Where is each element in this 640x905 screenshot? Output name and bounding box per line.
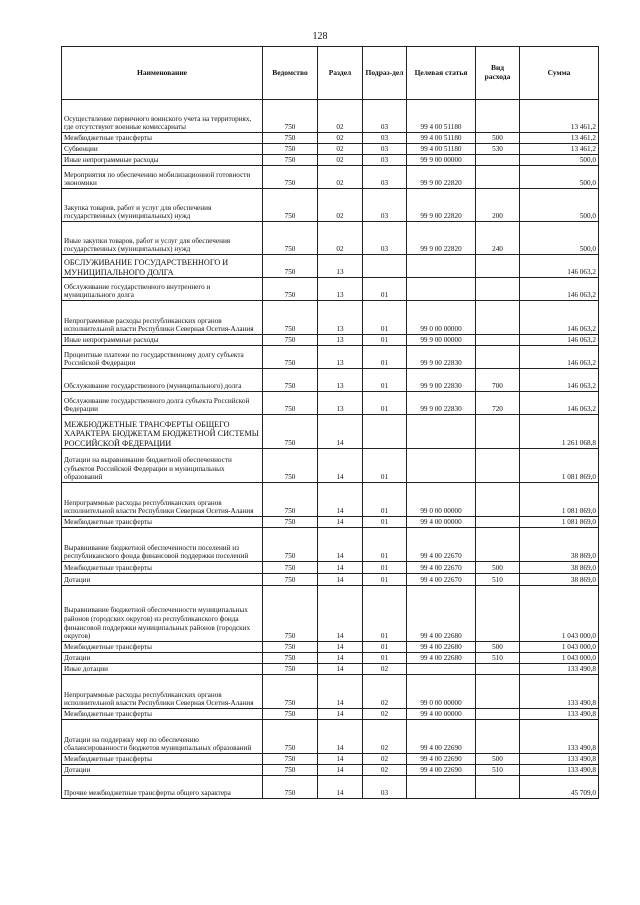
cell-sum: 1 081 869,0 — [520, 517, 599, 528]
cell-kind — [476, 278, 520, 301]
cell-target: 99 4 00 51180 — [407, 100, 476, 133]
cell-sum: 45 709,0 — [520, 776, 599, 799]
table-row — [62, 675, 599, 709]
cell-subsection: 01 — [363, 392, 407, 415]
cell-name: Выравнивание бюджетной обеспеченности поселений из республиканского фонда финансовой поддержки поселений — [62, 528, 263, 562]
cell-sum: 146 063,2 — [520, 278, 599, 301]
cell-section: 14 — [318, 483, 363, 517]
table-row — [62, 335, 599, 346]
cell-name: Иные дотации — [62, 664, 263, 675]
cell-section: 14 — [318, 720, 363, 754]
cell-sum: 13 461,2 — [520, 100, 599, 133]
cell-kind: 240 — [476, 222, 520, 255]
cell-section: 14 — [318, 574, 363, 586]
cell-target: 99 4 00 22680 — [407, 586, 476, 642]
cell-subsection: 02 — [363, 675, 407, 709]
table-row — [62, 574, 599, 586]
cell-name: МЕЖБЮДЖЕТНЫЕ ТРАНСФЕРТЫ ОБЩЕГО ХАРАКТЕРА БЮДЖЕТАМ БЮДЖЕТНОЙ СИСТЕМЫ РОССИЙСКОЙ ФЕДЕРАЦИИ — [62, 415, 263, 449]
table-row — [62, 189, 599, 222]
cell-sum: 38 869,0 — [520, 528, 599, 562]
cell-target: 99 9 00 22830 — [407, 369, 476, 392]
table-row — [62, 776, 599, 799]
cell-sum: 133 490,8 — [520, 754, 599, 765]
cell-kind — [476, 155, 520, 166]
cell-section: 13 — [318, 392, 363, 415]
cell-subsection: 01 — [363, 483, 407, 517]
cell-target: 99 4 00 00000 — [407, 709, 476, 720]
cell-kind — [476, 517, 520, 528]
cell-target: 99 9 00 22820 — [407, 189, 476, 222]
cell-dept: 750 — [263, 574, 318, 586]
header-name: Наименование — [62, 47, 263, 100]
cell-section: 13 — [318, 335, 363, 346]
header-target: Целевая статья — [407, 47, 476, 100]
cell-target: 99 9 00 22820 — [407, 222, 476, 255]
table-row — [62, 709, 599, 720]
cell-sum: 1 043 000,0 — [520, 586, 599, 642]
cell-dept: 750 — [263, 642, 318, 653]
cell-sum: 500,0 — [520, 155, 599, 166]
cell-subsection: 03 — [363, 133, 407, 144]
cell-target — [407, 776, 476, 799]
cell-target: 99 4 00 22690 — [407, 720, 476, 754]
cell-kind — [476, 483, 520, 517]
cell-sum: 1 081 869,0 — [520, 449, 599, 483]
cell-subsection: 01 — [363, 517, 407, 528]
header-subsection: Подраз-дел — [363, 47, 407, 100]
cell-dept: 750 — [263, 369, 318, 392]
cell-subsection: 02 — [363, 765, 407, 776]
cell-name: Дотации — [62, 653, 263, 664]
cell-kind — [476, 528, 520, 562]
cell-sum: 133 490,8 — [520, 664, 599, 675]
cell-target: 99 0 00 00000 — [407, 675, 476, 709]
cell-subsection: 01 — [363, 562, 407, 574]
cell-kind — [476, 709, 520, 720]
cell-subsection: 01 — [363, 335, 407, 346]
cell-target: 99 4 00 22690 — [407, 754, 476, 765]
cell-kind: 510 — [476, 653, 520, 664]
cell-dept: 750 — [263, 189, 318, 222]
cell-kind — [476, 675, 520, 709]
table-row — [62, 528, 599, 562]
cell-section: 14 — [318, 754, 363, 765]
cell-target — [407, 415, 476, 449]
table-row — [62, 133, 599, 144]
cell-name: Непрограммные расходы республиканских органов исполнительной власти Республики Северная Осетия-Алания — [62, 483, 263, 517]
cell-target: 99 9 00 00000 — [407, 335, 476, 346]
header-dept: Ведомство — [263, 47, 318, 100]
cell-name: Межбюджетные трансферты — [62, 642, 263, 653]
cell-name: Межбюджетные трансферты — [62, 754, 263, 765]
cell-section: 14 — [318, 415, 363, 449]
cell-section: 02 — [318, 144, 363, 155]
cell-dept: 750 — [263, 675, 318, 709]
cell-sum: 133 490,8 — [520, 765, 599, 776]
cell-dept: 750 — [263, 301, 318, 335]
cell-sum: 146 063,2 — [520, 301, 599, 335]
cell-name: Межбюджетные трансферты — [62, 133, 263, 144]
cell-subsection: 01 — [363, 528, 407, 562]
cell-kind: 200 — [476, 189, 520, 222]
cell-subsection: 03 — [363, 155, 407, 166]
cell-target: 99 4 00 22680 — [407, 653, 476, 664]
cell-section: 13 — [318, 255, 363, 278]
cell-section: 14 — [318, 449, 363, 483]
cell-name: Межбюджетные трансферты — [62, 517, 263, 528]
cell-sum: 1 043 000,0 — [520, 653, 599, 664]
table-row — [62, 562, 599, 574]
cell-name: Обслуживание государственного долга субъекта Российской Федерации — [62, 392, 263, 415]
table-row — [62, 278, 599, 301]
cell-name: Дотации — [62, 765, 263, 776]
cell-section: 02 — [318, 100, 363, 133]
cell-sum: 38 869,0 — [520, 562, 599, 574]
cell-name: Межбюджетные трансферты — [62, 709, 263, 720]
cell-name: Иные непрограммные расходы — [62, 335, 263, 346]
cell-name: Дотации на поддержку мер по обеспечению сбалансированности бюджетов муниципальных образований — [62, 720, 263, 754]
table-row — [62, 255, 599, 278]
cell-kind: 510 — [476, 574, 520, 586]
cell-sum: 13 461,2 — [520, 133, 599, 144]
header-section: Раздел — [318, 47, 363, 100]
cell-target: 99 4 00 00000 — [407, 517, 476, 528]
cell-name: Межбюджетные трансферты — [62, 562, 263, 574]
table-row — [62, 415, 599, 449]
cell-section: 13 — [318, 369, 363, 392]
table-row — [62, 664, 599, 675]
cell-dept: 750 — [263, 100, 318, 133]
cell-section: 14 — [318, 664, 363, 675]
table-row — [62, 586, 599, 642]
cell-section: 14 — [318, 765, 363, 776]
header-kind: Вид расхода — [476, 47, 520, 100]
cell-section: 14 — [318, 653, 363, 664]
cell-kind: 500 — [476, 133, 520, 144]
cell-target: 99 4 00 22670 — [407, 528, 476, 562]
cell-dept: 750 — [263, 166, 318, 189]
cell-target — [407, 664, 476, 675]
cell-subsection: 02 — [363, 720, 407, 754]
table-row — [62, 483, 599, 517]
cell-section: 14 — [318, 709, 363, 720]
cell-target: 99 4 00 22690 — [407, 765, 476, 776]
table-row — [62, 301, 599, 335]
cell-kind — [476, 720, 520, 754]
cell-sum: 146 063,2 — [520, 346, 599, 369]
cell-section: 14 — [318, 517, 363, 528]
cell-kind: 500 — [476, 642, 520, 653]
cell-kind — [476, 166, 520, 189]
cell-subsection: 01 — [363, 642, 407, 653]
cell-kind: 720 — [476, 392, 520, 415]
cell-subsection — [363, 415, 407, 449]
cell-subsection: 03 — [363, 144, 407, 155]
cell-dept: 750 — [263, 586, 318, 642]
cell-subsection: 03 — [363, 189, 407, 222]
cell-dept: 750 — [263, 335, 318, 346]
cell-sum: 500,0 — [520, 189, 599, 222]
table-row — [62, 144, 599, 155]
cell-dept: 750 — [263, 709, 318, 720]
table-row — [62, 754, 599, 765]
cell-dept: 750 — [263, 415, 318, 449]
cell-name: Процентные платежи по государственному долгу субъекта Российской Федерации — [62, 346, 263, 369]
cell-target: 99 0 00 00000 — [407, 483, 476, 517]
cell-kind — [476, 664, 520, 675]
table-row — [62, 392, 599, 415]
cell-sum: 1 261 068,8 — [520, 415, 599, 449]
cell-subsection: 01 — [363, 369, 407, 392]
table-row — [62, 369, 599, 392]
cell-dept: 750 — [263, 754, 318, 765]
cell-section: 02 — [318, 189, 363, 222]
cell-subsection: 01 — [363, 346, 407, 369]
cell-name: Иные непрограммные расходы — [62, 155, 263, 166]
cell-dept: 750 — [263, 528, 318, 562]
cell-sum: 146 063,2 — [520, 392, 599, 415]
cell-target — [407, 255, 476, 278]
cell-target: 99 9 00 22820 — [407, 166, 476, 189]
cell-name: Субвенции — [62, 144, 263, 155]
cell-dept: 750 — [263, 449, 318, 483]
cell-target: 99 4 00 22670 — [407, 574, 476, 586]
cell-name: Дотации на выравнивание бюджетной обеспеченности субъектов Российской Федерации и муниципальных образований — [62, 449, 263, 483]
cell-subsection: 03 — [363, 222, 407, 255]
cell-subsection: 01 — [363, 586, 407, 642]
cell-kind — [476, 301, 520, 335]
cell-target: 99 4 00 22680 — [407, 642, 476, 653]
cell-subsection: 03 — [363, 776, 407, 799]
cell-dept: 750 — [263, 144, 318, 155]
page-number: 128 — [312, 31, 328, 42]
cell-subsection: 02 — [363, 664, 407, 675]
cell-name: Иные закупки товаров, работ и услуг для обеспечения государственных (муниципальных) нужд — [62, 222, 263, 255]
cell-sum: 146 063,2 — [520, 335, 599, 346]
cell-dept: 750 — [263, 483, 318, 517]
cell-dept: 750 — [263, 765, 318, 776]
cell-target — [407, 278, 476, 301]
cell-kind: 500 — [476, 562, 520, 574]
cell-dept: 750 — [263, 653, 318, 664]
cell-dept: 750 — [263, 133, 318, 144]
cell-section: 14 — [318, 642, 363, 653]
cell-name: Обслуживание государственного (муниципального) долга — [62, 369, 263, 392]
cell-sum: 500,0 — [520, 222, 599, 255]
cell-sum: 133 490,8 — [520, 709, 599, 720]
cell-kind — [476, 449, 520, 483]
header-sum: Сумма — [520, 47, 599, 100]
cell-sum: 146 063,2 — [520, 369, 599, 392]
cell-kind — [476, 335, 520, 346]
table-row — [62, 720, 599, 754]
cell-sum: 1 043 000,0 — [520, 642, 599, 653]
cell-dept: 750 — [263, 517, 318, 528]
cell-dept: 750 — [263, 222, 318, 255]
cell-kind: 700 — [476, 369, 520, 392]
cell-name: ОБСЛУЖИВАНИЕ ГОСУДАРСТВЕННОГО И МУНИЦИПАЛЬНОГО ДОЛГА — [62, 255, 263, 278]
cell-kind — [476, 346, 520, 369]
cell-target: 99 0 00 00000 — [407, 301, 476, 335]
table-row — [62, 449, 599, 483]
cell-section: 14 — [318, 586, 363, 642]
cell-name: Закупка товаров, работ и услуг для обеспечения государственных (муниципальных) нужд — [62, 189, 263, 222]
cell-subsection: 01 — [363, 278, 407, 301]
cell-name: Обслуживание государственного внутреннего и муниципального долга — [62, 278, 263, 301]
cell-section: 13 — [318, 346, 363, 369]
table-row — [62, 517, 599, 528]
cell-section: 14 — [318, 562, 363, 574]
cell-subsection: 03 — [363, 166, 407, 189]
cell-section: 02 — [318, 166, 363, 189]
cell-name: Осуществление первичного воинского учета на территориях, где отсутствуют военные комиссариаты — [62, 100, 263, 133]
cell-name: Непрограммные расходы республиканских органов исполнительной власти Республики Северная Осетия-Алания — [62, 301, 263, 335]
cell-section: 13 — [318, 278, 363, 301]
cell-sum: 38 869,0 — [520, 574, 599, 586]
cell-sum: 133 490,8 — [520, 675, 599, 709]
cell-dept: 750 — [263, 664, 318, 675]
cell-section: 02 — [318, 155, 363, 166]
cell-target: 99 9 00 22830 — [407, 392, 476, 415]
cell-name: Дотации — [62, 574, 263, 586]
cell-target: 99 4 00 22670 — [407, 562, 476, 574]
cell-subsection: 02 — [363, 754, 407, 765]
cell-dept: 750 — [263, 255, 318, 278]
cell-sum: 133 490,8 — [520, 720, 599, 754]
cell-sum: 500,0 — [520, 166, 599, 189]
cell-name: Мероприятия по обеспечению мобилизационной готовности экономики — [62, 166, 263, 189]
table-row — [62, 653, 599, 664]
cell-sum: 1 081 869,0 — [520, 483, 599, 517]
cell-kind: 500 — [476, 754, 520, 765]
cell-target: 99 9 00 00000 — [407, 155, 476, 166]
cell-kind: 510 — [476, 765, 520, 776]
cell-subsection: 03 — [363, 100, 407, 133]
cell-section: 14 — [318, 776, 363, 799]
table-row — [62, 100, 599, 133]
cell-kind — [476, 100, 520, 133]
cell-dept: 750 — [263, 278, 318, 301]
cell-name: Непрограммные расходы республиканских органов исполнительной власти Республики Северная Осетия-Алания — [62, 675, 263, 709]
cell-section: 14 — [318, 675, 363, 709]
cell-dept: 750 — [263, 720, 318, 754]
cell-name: Выравнивание бюджетной обеспеченности муниципальных районов (городских округов) из республиканского фонда финансовой поддержки муниципальных районов (городских округов) — [62, 586, 263, 642]
cell-section: 14 — [318, 528, 363, 562]
cell-section: 02 — [318, 222, 363, 255]
table-row — [62, 166, 599, 189]
cell-subsection — [363, 255, 407, 278]
cell-subsection: 01 — [363, 574, 407, 586]
table-row — [62, 346, 599, 369]
table-row — [62, 642, 599, 653]
cell-target: 99 4 00 51180 — [407, 144, 476, 155]
cell-kind — [476, 776, 520, 799]
table-row — [62, 222, 599, 255]
cell-kind: 530 — [476, 144, 520, 155]
cell-kind — [476, 415, 520, 449]
cell-subsection: 01 — [363, 449, 407, 483]
cell-target: 99 9 00 22830 — [407, 346, 476, 369]
cell-sum: 146 063,2 — [520, 255, 599, 278]
table-header-row — [62, 47, 599, 100]
cell-subsection: 01 — [363, 301, 407, 335]
cell-section: 02 — [318, 133, 363, 144]
table-body — [62, 100, 599, 799]
cell-target — [407, 449, 476, 483]
cell-dept: 750 — [263, 155, 318, 166]
table-row — [62, 155, 599, 166]
cell-target: 99 4 00 51180 — [407, 133, 476, 144]
cell-dept: 750 — [263, 776, 318, 799]
table-row — [62, 765, 599, 776]
cell-subsection: 02 — [363, 709, 407, 720]
cell-sum: 13 461,2 — [520, 144, 599, 155]
cell-subsection: 01 — [363, 653, 407, 664]
budget-table — [61, 46, 599, 799]
cell-dept: 750 — [263, 346, 318, 369]
cell-dept: 750 — [263, 562, 318, 574]
cell-kind — [476, 255, 520, 278]
cell-kind — [476, 586, 520, 642]
cell-name: Прочие межбюджетные трансферты общего характера — [62, 776, 263, 799]
cell-dept: 750 — [263, 392, 318, 415]
cell-section: 13 — [318, 301, 363, 335]
